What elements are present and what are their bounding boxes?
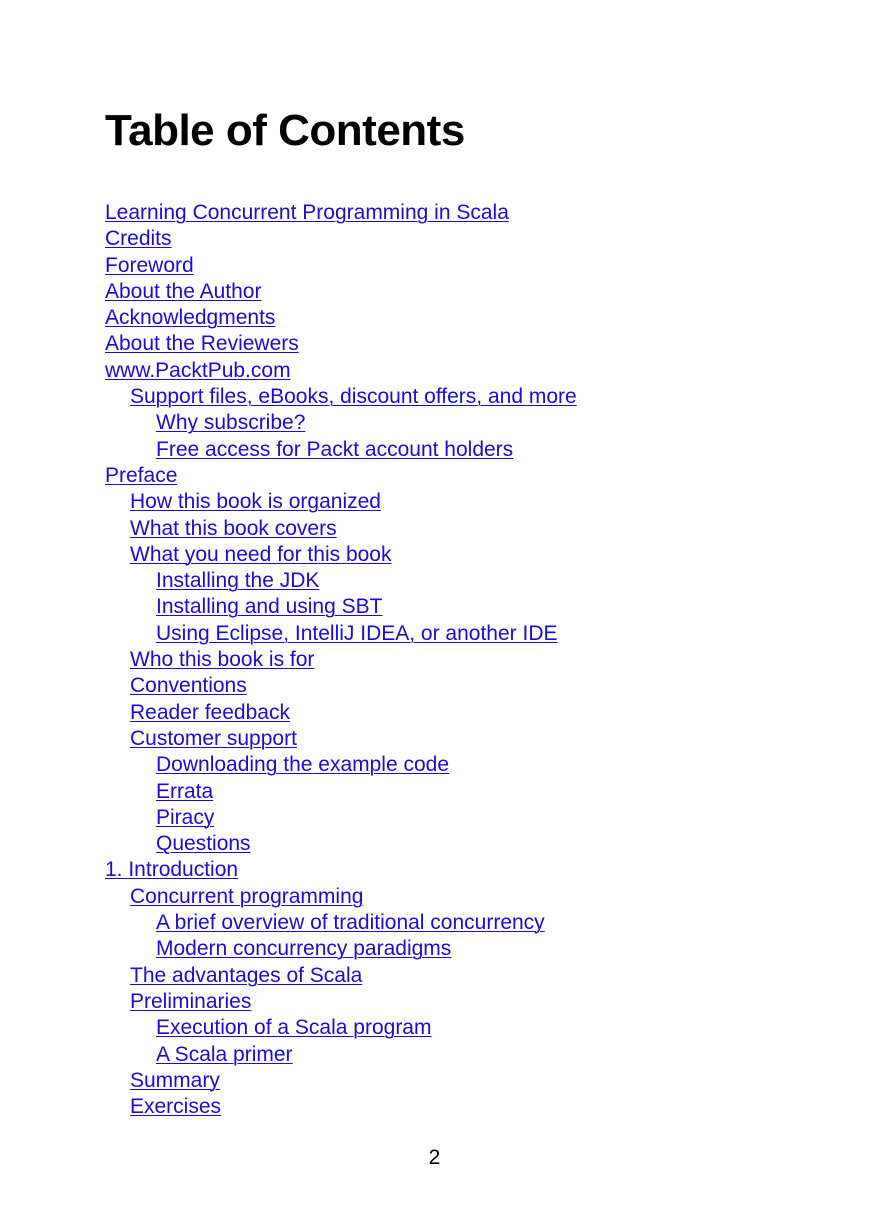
toc-link[interactable]: Execution of a Scala program (156, 1016, 432, 1040)
toc-link[interactable]: About the Reviewers (105, 332, 299, 356)
toc-item (105, 437, 577, 463)
toc-item (105, 226, 577, 252)
toc-item (105, 1094, 577, 1120)
toc-item (105, 726, 577, 752)
toc-link[interactable]: Modern concurrency paradigms (156, 937, 452, 961)
toc-item (105, 779, 577, 805)
page-title: Table of Contents (105, 106, 465, 155)
toc-link[interactable]: Errata (156, 779, 214, 803)
toc-link[interactable]: Customer support (130, 726, 297, 750)
toc-link[interactable]: Why subscribe? (156, 411, 306, 435)
toc-item (105, 936, 577, 962)
toc-item (105, 857, 577, 883)
toc-link[interactable]: Credits (105, 227, 172, 251)
toc-item (105, 568, 577, 594)
toc-link[interactable]: Acknowledgments (105, 306, 276, 330)
toc-item (105, 910, 577, 936)
toc-link[interactable]: A brief overview of traditional concurrency (156, 911, 545, 935)
toc-link[interactable]: www.PacktPub.com (105, 358, 291, 382)
toc-link[interactable]: Who this book is for (130, 648, 315, 672)
toc-link[interactable]: Support files, eBooks, discount offers, and more (130, 385, 577, 409)
toc-link[interactable]: Summary (130, 1068, 220, 1092)
toc-item (105, 647, 577, 673)
toc-link[interactable]: Preliminaries (130, 989, 252, 1013)
toc-item (105, 331, 577, 357)
toc-item (105, 884, 577, 910)
toc-link[interactable]: What this book covers (130, 516, 337, 540)
toc-item (105, 253, 577, 279)
toc-item (105, 1015, 577, 1041)
toc-link[interactable]: Preface (105, 463, 178, 487)
toc-link[interactable]: The advantages of Scala (130, 963, 363, 987)
page-number: 2 (428, 1146, 441, 1169)
toc-link[interactable]: Free access for Packt account holders (156, 437, 514, 461)
toc-link[interactable]: Exercises (130, 1095, 222, 1119)
toc-link[interactable]: What you need for this book (130, 542, 392, 566)
toc-link[interactable]: A Scala primer (156, 1042, 293, 1066)
toc-link[interactable]: Piracy (156, 805, 215, 829)
toc-item (105, 305, 577, 331)
toc-item (105, 989, 577, 1015)
toc-link[interactable]: Questions (156, 832, 251, 856)
toc-link[interactable]: Conventions (130, 674, 247, 698)
toc-link[interactable]: Reader feedback (130, 700, 290, 724)
toc-item (105, 700, 577, 726)
toc-link[interactable]: About the Author (105, 279, 262, 303)
toc-link[interactable]: How this book is organized (130, 490, 381, 514)
toc-item (105, 621, 577, 647)
toc-item (105, 805, 577, 831)
toc-item (105, 673, 577, 699)
toc-item (105, 831, 577, 857)
toc-item (105, 542, 577, 568)
toc-item (105, 279, 577, 305)
toc-link[interactable]: Learning Concurrent Programming in Scala (105, 201, 509, 224)
toc-item (105, 410, 577, 436)
toc-link[interactable]: Using Eclipse, IntelliJ IDEA, or another IDE (156, 621, 558, 645)
toc-item (105, 489, 577, 515)
toc-item (105, 358, 577, 384)
toc-item (105, 594, 577, 620)
toc-item (105, 463, 577, 489)
toc-item (105, 200, 577, 226)
toc-link[interactable]: Foreword (105, 253, 194, 277)
toc-link[interactable]: 1. Introduction (105, 858, 239, 882)
toc-item (105, 516, 577, 542)
toc-item (105, 384, 577, 410)
table-of-contents (105, 200, 577, 1120)
toc-link[interactable]: Concurrent programming (130, 884, 364, 908)
toc-item (105, 1042, 577, 1068)
toc-item (105, 1068, 577, 1094)
toc-link[interactable]: Installing the JDK (156, 569, 320, 593)
toc-item (105, 752, 577, 778)
toc-link[interactable]: Downloading the example code (156, 753, 450, 777)
toc-item (105, 963, 577, 989)
toc-link[interactable]: Installing and using SBT (156, 595, 383, 619)
